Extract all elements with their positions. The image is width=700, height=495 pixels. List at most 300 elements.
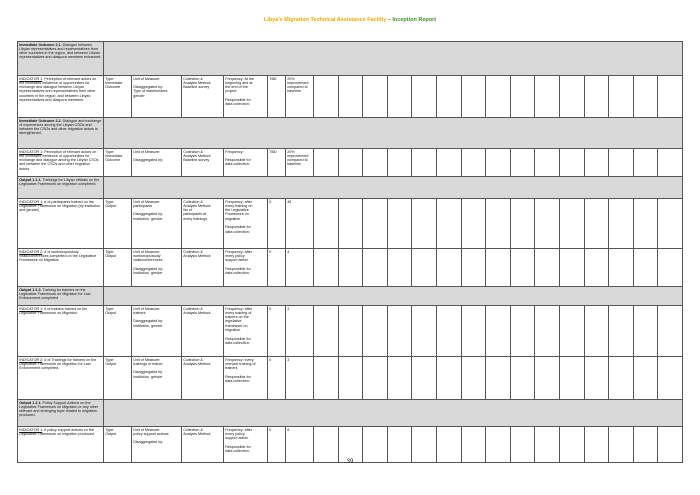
indicator-row — [18, 357, 683, 400]
empty-cell — [363, 357, 388, 400]
target-line: 3 — [287, 357, 290, 362]
target-line: baseline — [287, 89, 301, 94]
frequency-line: every policy — [225, 431, 245, 436]
section-cell — [18, 177, 104, 199]
empty-cell — [338, 76, 363, 118]
empty-cell — [510, 427, 535, 463]
collection-method-cell — [182, 306, 224, 357]
frequency-cell — [224, 76, 268, 118]
section-text: Training for trainers on the Legislative Framework on Migration for Law Enforcement completed — [19, 287, 91, 301]
type-cell — [104, 427, 132, 463]
empty-cell — [314, 306, 339, 357]
empty-cell — [535, 76, 560, 118]
type-cell — [104, 149, 132, 177]
unit-of-measure-line: Unit of Measure: — [133, 427, 161, 432]
unit-of-measure-line: Disaggregated by: — [133, 440, 164, 445]
empty-cell — [338, 199, 363, 249]
frequency-line: Responsible for — [225, 336, 251, 341]
baseline-cell: TBD — [268, 76, 286, 118]
frequency-line: data collection: — [225, 340, 250, 345]
collection-method-line: Analysis Method: — [183, 310, 212, 315]
collection-method-line: Analysis Method: — [183, 253, 212, 258]
baseline-cell: 0 — [268, 357, 286, 400]
unit-of-measure-cell — [132, 306, 182, 357]
empty-cell — [412, 249, 437, 287]
unit-of-measure-line: Disaggregated by: — [133, 319, 164, 324]
section-label: Output 1.1.2. — [19, 287, 42, 292]
frequency-line: the end of the — [225, 85, 248, 90]
page-number: 39 — [346, 459, 354, 465]
empty-cell — [387, 306, 412, 357]
empty-cell — [363, 199, 388, 249]
type-cell — [104, 249, 132, 287]
empty-cell — [535, 427, 560, 463]
empty-cell — [387, 199, 412, 249]
empty-cell — [609, 249, 634, 287]
type-line: Outcome — [105, 85, 121, 90]
empty-cell — [559, 76, 584, 118]
collection-method-line: Baseline survey — [183, 85, 210, 90]
empty-cell — [658, 149, 683, 177]
empty-cell — [461, 306, 486, 357]
unit-of-measure-line: Institution, gender — [133, 323, 163, 328]
empty-cell — [461, 357, 486, 400]
empty-cell — [609, 199, 634, 249]
target-line: 3 — [287, 306, 290, 311]
empty-cell — [314, 357, 339, 400]
empty-cell — [535, 149, 560, 177]
baseline-cell: TBD — [268, 149, 286, 177]
indicator-row — [18, 306, 683, 357]
empty-cell — [314, 76, 339, 118]
unit-of-measure-cell — [132, 357, 182, 400]
collection-method-line: Collection & — [183, 357, 203, 362]
frequency-line: Responsible for — [225, 98, 251, 103]
empty-cell — [436, 306, 461, 357]
unit-of-measure-line: gender — [133, 93, 145, 98]
target-line: compared to — [287, 85, 308, 90]
frequency-line: Responsible for — [225, 158, 251, 163]
empty-cell — [436, 199, 461, 249]
frequency-line: data collection: — [225, 271, 250, 276]
empty-cell — [584, 199, 609, 249]
report-title: Libya's Migration Technical Assistance Facility — [263, 17, 387, 23]
collection-method-line: Collection & — [183, 76, 203, 81]
frequency-cell — [224, 199, 268, 249]
frequency-line: support action — [225, 436, 249, 441]
collection-method-cell — [182, 249, 224, 287]
section-filler — [104, 177, 683, 199]
type-cell — [104, 357, 132, 400]
collection-method-line: Collection & — [183, 306, 203, 311]
indicator-row — [18, 249, 683, 287]
empty-cell — [363, 306, 388, 357]
target-cell — [286, 427, 314, 463]
empty-cell — [535, 306, 560, 357]
section-text: Trainings for Libyan officials on the Legislative Framework on migration completed. — [19, 177, 100, 186]
collection-method-line: every trainings — [183, 216, 208, 221]
indicator-cell — [18, 427, 104, 463]
indicator-label: INDICATOR 2 — [19, 249, 43, 254]
section-cell — [18, 287, 104, 306]
empty-cell — [559, 306, 584, 357]
empty-cell — [633, 427, 658, 463]
target-cell — [286, 249, 314, 287]
frequency-line: Frequency: — [225, 149, 244, 154]
empty-cell — [486, 357, 511, 400]
section-filler — [104, 118, 683, 149]
section-row — [18, 118, 683, 149]
empty-cell — [461, 427, 486, 463]
collection-method-line: participants at — [183, 212, 207, 217]
frequency-cell — [224, 149, 268, 177]
empty-cell — [486, 306, 511, 357]
empty-cell — [658, 76, 683, 118]
target-line: 6 — [287, 427, 290, 432]
frequency-line: data collection: — [225, 229, 250, 234]
empty-cell — [559, 427, 584, 463]
baseline-cell: 0 — [268, 249, 286, 287]
frequency-line: data collection: — [225, 102, 250, 107]
empty-cell — [486, 427, 511, 463]
empty-cell — [609, 76, 634, 118]
empty-cell — [584, 357, 609, 400]
target-cell — [286, 76, 314, 118]
frequency-line: Framework on — [225, 212, 249, 217]
type-line: Immediate — [105, 153, 123, 158]
collection-method-line: Analysis Method: — [183, 361, 212, 366]
unit-of-measure-cell — [132, 249, 182, 287]
unit-of-measure-line: Institution, gender — [133, 271, 163, 276]
unit-of-measure-line: Unit of Measure: — [133, 306, 161, 311]
indicator-label: INDICATOR 1 — [19, 199, 43, 204]
empty-cell — [436, 76, 461, 118]
empty-cell — [436, 149, 461, 177]
frequency-cell — [224, 427, 268, 463]
indicator-text: : # of workshops/study visits/conferences completed on the Legislative Framework on Migration — [19, 249, 97, 263]
empty-cell — [338, 427, 363, 463]
empty-cell — [559, 357, 584, 400]
type-line: Type: — [105, 357, 115, 362]
section-row — [18, 400, 683, 427]
collection-method-line: Collection & — [183, 149, 203, 154]
empty-cell — [486, 199, 511, 249]
section-label: Output 1.2.1. — [19, 400, 42, 405]
indicator-text: : Perception of relevant actors on the increased existence of opportunities for exchange and dialogue between Libyan representatives and representatives from other countries in the region, and between Libyan representatives and diaspora members. — [19, 76, 97, 103]
empty-cell — [412, 76, 437, 118]
type-line: Outcome — [105, 158, 121, 163]
unit-of-measure-cell — [132, 149, 182, 177]
empty-cell — [535, 249, 560, 287]
unit-of-measure-line: Unit of Measure: — [133, 357, 161, 362]
empty-cell — [461, 199, 486, 249]
type-line: Output — [105, 203, 117, 208]
collection-method-line: Analysis Method: — [183, 153, 212, 158]
frequency-line: Frequency: every — [225, 357, 254, 362]
frequency-line: migration — [225, 328, 241, 333]
report-subtitle: Inception Report — [392, 17, 437, 23]
empty-cell — [559, 249, 584, 287]
empty-cell — [486, 149, 511, 177]
collection-method-cell — [182, 76, 224, 118]
collection-method-cell — [182, 427, 224, 463]
frequency-line: trainers on the — [225, 315, 249, 320]
frequency-cell — [224, 357, 268, 400]
empty-cell — [535, 357, 560, 400]
empty-cell — [633, 199, 658, 249]
indicator-row — [18, 199, 683, 249]
type-line: Output — [105, 253, 117, 258]
indicator-label: INDICATOR 2 — [19, 357, 43, 362]
empty-cell — [633, 249, 658, 287]
empty-cell — [559, 199, 584, 249]
empty-cell — [510, 249, 535, 287]
unit-of-measure-line: trainers — [133, 310, 146, 315]
unit-of-measure-cell — [132, 427, 182, 463]
empty-cell — [363, 76, 388, 118]
frequency-line: Responsible for — [225, 374, 251, 379]
empty-cell — [510, 76, 535, 118]
type-line: Type: — [105, 199, 115, 204]
empty-cell — [633, 149, 658, 177]
type-line: Type: — [105, 76, 115, 81]
section-text: Policy Support Actions on the Legislative Framework on Migration or any other relevant and emerging topic related to migration produced. — [19, 400, 99, 418]
unit-of-measure-line: participants — [133, 203, 153, 208]
frequency-line: migration — [225, 216, 241, 221]
frequency-line: legislative — [225, 319, 242, 324]
unit-of-measure-line: Disaggregated by: — [133, 370, 164, 375]
type-line: Output — [105, 361, 117, 366]
empty-cell — [387, 149, 412, 177]
unit-of-measure-line: visits/conferences — [133, 258, 163, 263]
frequency-line: Responsible for — [225, 444, 251, 449]
target-cell — [286, 357, 314, 400]
collection-method-line: list of — [183, 208, 192, 213]
empty-cell — [387, 76, 412, 118]
empty-cell — [658, 199, 683, 249]
target-line: improvement — [287, 80, 309, 85]
target-line: 20% — [287, 76, 295, 81]
empty-cell — [363, 249, 388, 287]
frequency-line: the Legislative — [225, 208, 249, 213]
frequency-line: Frequency: after — [225, 427, 253, 432]
unit-of-measure-line: Unit of Measure: — [133, 249, 161, 254]
empty-cell — [387, 427, 412, 463]
type-cell — [104, 199, 132, 249]
empty-cell — [436, 249, 461, 287]
type-line: Type: — [105, 306, 115, 311]
empty-cell — [461, 149, 486, 177]
unit-of-measure-line: Disaggregated by: — [133, 266, 164, 271]
empty-cell — [338, 306, 363, 357]
unit-of-measure-line: trainings of trainer — [133, 361, 163, 366]
section-filler — [104, 287, 683, 306]
type-line: Type: — [105, 427, 115, 432]
frequency-line: data collection: — [225, 379, 250, 384]
empty-cell — [584, 149, 609, 177]
baseline-cell: 0 — [268, 306, 286, 357]
type-line: Type: — [105, 149, 115, 154]
frequency-line: project. — [225, 89, 238, 94]
unit-of-measure-line: Disaggregated by: — [133, 158, 164, 163]
empty-cell — [535, 199, 560, 249]
empty-cell — [584, 427, 609, 463]
indicator-text: : # of Trainings for trainers on the Legislative Framework on Migration for Law Enforcement completed. — [19, 357, 97, 371]
unit-of-measure-line: Unit of Measure: — [133, 199, 161, 204]
collection-method-cell — [182, 199, 224, 249]
empty-cell — [412, 427, 437, 463]
unit-of-measure-line: Institution, gender — [133, 374, 163, 379]
indicator-cell — [18, 306, 104, 357]
indicator-cell — [18, 249, 104, 287]
empty-cell — [658, 427, 683, 463]
empty-cell — [412, 199, 437, 249]
empty-cell — [486, 76, 511, 118]
title-separator: – — [386, 17, 393, 23]
logframe-table — [17, 41, 683, 463]
empty-cell — [338, 149, 363, 177]
frequency-line: Frequency: after — [225, 199, 253, 204]
type-cell — [104, 306, 132, 357]
empty-cell — [314, 199, 339, 249]
empty-cell — [314, 427, 339, 463]
empty-cell — [314, 249, 339, 287]
frequency-line: Frequency: after — [225, 249, 253, 254]
indicator-label: INDICATOR 1 — [19, 76, 43, 81]
target-cell — [286, 149, 314, 177]
empty-cell — [461, 249, 486, 287]
frequency-cell — [224, 249, 268, 287]
section-text: Dialogue between Libyan representatives and representatives from other countries in the region, and between Libyan representatives and diaspora members enhanced. — [19, 42, 102, 60]
frequency-line: data collection: — [225, 162, 250, 167]
empty-cell — [658, 249, 683, 287]
empty-cell — [314, 149, 339, 177]
indicator-cell — [18, 149, 104, 177]
target-line: compared to — [287, 158, 308, 163]
frequency-line: data collection: — [225, 449, 250, 454]
frequency-line: Frequency: after — [225, 306, 253, 311]
type-line: Type: — [105, 249, 115, 254]
frequency-line: beginning and at — [225, 80, 253, 85]
empty-cell — [510, 306, 535, 357]
section-cell — [18, 42, 104, 76]
frequency-cell — [224, 306, 268, 357]
empty-cell — [658, 357, 683, 400]
section-filler — [104, 400, 683, 427]
empty-cell — [658, 306, 683, 357]
target-cell — [286, 306, 314, 357]
indicator-cell — [18, 357, 104, 400]
unit-of-measure-cell — [132, 199, 182, 249]
indicator-row — [18, 427, 683, 463]
empty-cell — [633, 357, 658, 400]
frequency-line: Frequency: At the — [225, 76, 255, 81]
collection-method-line: Analysis Method: — [183, 80, 212, 85]
unit-of-measure-line: policy support actions — [133, 431, 169, 436]
empty-cell — [436, 357, 461, 400]
empty-cell — [363, 149, 388, 177]
target-line: baseline — [287, 162, 301, 167]
section-label: Immediate Outcome 2.2. — [19, 118, 62, 123]
target-line: 45 — [287, 199, 292, 204]
empty-cell — [387, 357, 412, 400]
indicator-cell — [18, 199, 104, 249]
indicator-text: : Perception of relevant actors on the increased existence of opportunities for exchange and dialogue among the Libyan CSOs and between the CSOs and other migration actors. — [19, 149, 99, 171]
frequency-line: every policy — [225, 253, 245, 258]
collection-method-line: Analysis Method: — [183, 431, 212, 436]
empty-cell — [584, 76, 609, 118]
target-line: 20% — [287, 149, 295, 154]
indicator-label: INDICATOR 1 — [19, 306, 43, 311]
unit-of-measure-line: Disaggregated by: — [133, 212, 164, 217]
section-row — [18, 42, 683, 76]
frequency-line: trainers — [225, 366, 238, 371]
empty-cell — [338, 249, 363, 287]
collection-method-line: Analysis Method: — [183, 203, 212, 208]
target-line: 4 — [287, 249, 290, 254]
empty-cell — [486, 249, 511, 287]
empty-cell — [559, 149, 584, 177]
indicator-label: INDICATOR 1 — [19, 149, 43, 154]
empty-cell — [510, 199, 535, 249]
empty-cell — [609, 427, 634, 463]
section-cell — [18, 118, 104, 149]
collection-method-line: Collection & — [183, 427, 203, 432]
indicator-text: : # policy support actions on the Legislative Framework on migration produced. — [19, 427, 95, 436]
section-text: Dialogue and exchange of experiences among the Libyan CSOs and between the CSOs and other migration actors is strengthened. — [19, 118, 102, 136]
empty-cell — [363, 427, 388, 463]
empty-cell — [609, 306, 634, 357]
section-label: Immediate Outcome 2.1. — [19, 42, 62, 47]
type-cell — [104, 76, 132, 118]
frequency-line: relevant training of — [225, 361, 256, 366]
indicator-label: INDICATOR 1 — [19, 427, 43, 432]
unit-of-measure-line: Institution, gender — [133, 216, 163, 221]
unit-of-measure-line: Type of stakeholders, — [133, 89, 169, 94]
page-header — [0, 17, 700, 23]
indicator-text: : # of trainers trained on the Legislative Framework on Migration — [19, 306, 88, 315]
type-line: Output — [105, 431, 117, 436]
frequency-line: every training on — [225, 203, 253, 208]
baseline-cell: 0 — [268, 199, 286, 249]
frequency-line: framework on — [225, 323, 248, 328]
section-filler — [104, 42, 683, 76]
section-cell — [18, 400, 104, 427]
unit-of-measure-line: Disaggregated by: — [133, 85, 164, 90]
empty-cell — [609, 357, 634, 400]
collection-method-line: Baseline survey — [183, 158, 210, 163]
frequency-line: support action — [225, 258, 249, 263]
empty-cell — [633, 306, 658, 357]
frequency-line: Responsible for — [225, 225, 251, 230]
empty-cell — [387, 249, 412, 287]
indicator-text: : # of participants trained on the Legislative Framework on Migration (by institution and gender) — [19, 199, 101, 213]
target-cell — [286, 199, 314, 249]
empty-cell — [412, 149, 437, 177]
indicator-cell — [18, 76, 104, 118]
collection-method-line: Collection & — [183, 249, 203, 254]
section-label: Output 1.1.1. — [19, 177, 42, 182]
indicator-row — [18, 149, 683, 177]
type-line: Output — [105, 310, 117, 315]
empty-cell — [584, 306, 609, 357]
section-row — [18, 177, 683, 199]
empty-cell — [412, 357, 437, 400]
frequency-line: every training of — [225, 310, 252, 315]
unit-of-measure-cell — [132, 76, 182, 118]
empty-cell — [584, 249, 609, 287]
empty-cell — [436, 427, 461, 463]
